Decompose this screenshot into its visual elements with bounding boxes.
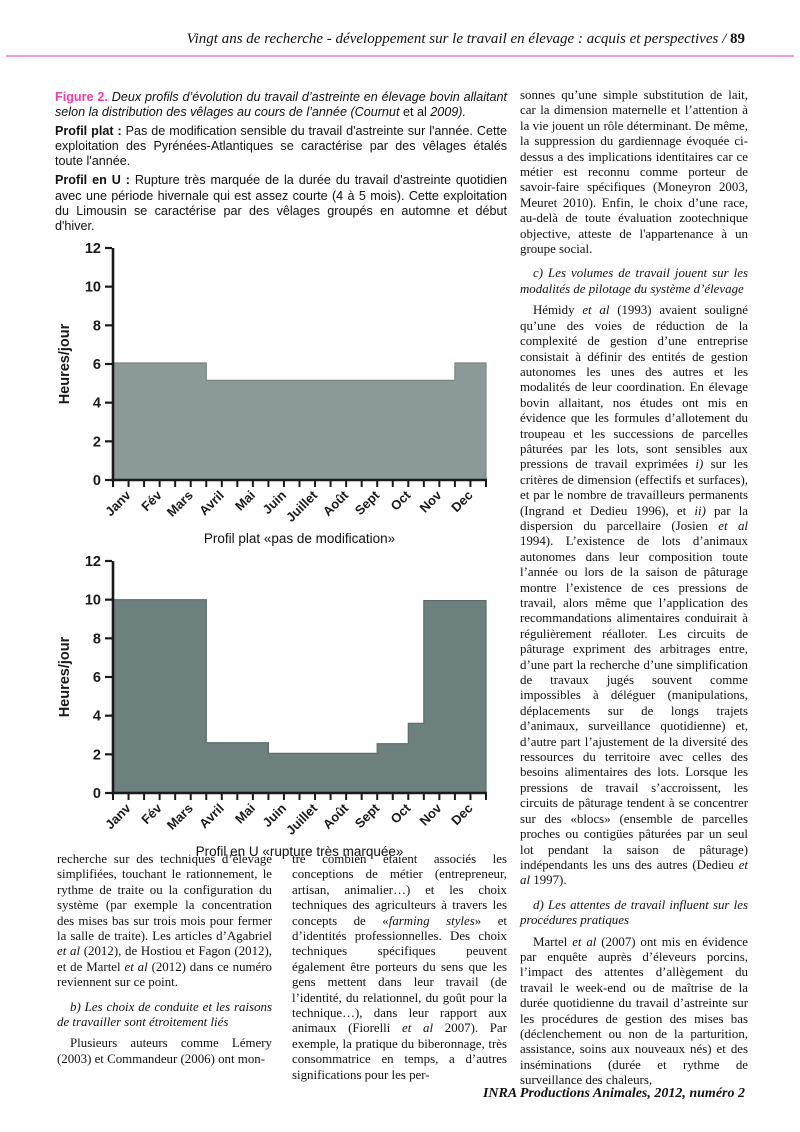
svg-text:2: 2 xyxy=(92,747,101,764)
text-segment: 1997). xyxy=(530,873,567,888)
svg-text:8: 8 xyxy=(92,318,101,335)
text-segment: 2009). xyxy=(426,105,466,120)
svg-text:Août: Août xyxy=(319,800,352,832)
bottom-column-1 xyxy=(57,852,272,1087)
svg-text:Dec: Dec xyxy=(448,800,476,828)
svg-text:Oct: Oct xyxy=(387,800,414,827)
page-footer: INRA Productions Animales, 2012, numéro 2 xyxy=(482,1086,745,1101)
svg-text:Juin: Juin xyxy=(259,487,290,517)
svg-text:Mars: Mars xyxy=(163,487,196,520)
text-segment: et al xyxy=(520,857,748,888)
text-segment: sur les critères de dimension (effectifs et surfaces), et par le nombre de travailleurs permanents (Ingrand et Dedieu 1996), et xyxy=(520,457,748,518)
profil-u-text: Rupture très marquée de la durée du travail d'astreinte quotidien avec une période hivernale qui est assez courte (4 à 5 mois). Cette exploitation du Limousin se caractérise par des vêlages groupés en automne et début d'hiver. xyxy=(55,173,508,233)
paragraph xyxy=(520,303,748,888)
text-segment: d) Les attentes de travail influent sur les procédures pratiques xyxy=(520,897,748,928)
text-segment: et al xyxy=(124,959,148,974)
area-series xyxy=(113,363,486,480)
page-header xyxy=(57,31,745,48)
svg-text:Oct: Oct xyxy=(387,487,414,514)
svg-text:Mai: Mai xyxy=(232,800,258,827)
bottom-columns xyxy=(57,852,507,1087)
text-segment: 2007). Par exemple, la pratique du biberonnage, très consommatrice en temps, a d’autres significations pour les per- xyxy=(292,1021,507,1082)
svg-text:0: 0 xyxy=(92,785,101,802)
svg-text:Janv: Janv xyxy=(102,800,134,832)
text-segment: et al xyxy=(57,944,81,959)
paragraph xyxy=(57,1036,272,1067)
svg-text:Heures/jour: Heures/jour xyxy=(57,636,73,718)
svg-text:Juin: Juin xyxy=(259,800,290,830)
svg-text:Août: Août xyxy=(319,487,352,519)
svg-text:Juillet: Juillet xyxy=(282,800,321,838)
section-heading xyxy=(520,266,748,297)
svg-text:Mars: Mars xyxy=(163,800,196,833)
svg-text:Sept: Sept xyxy=(351,487,383,518)
figure-caption-text xyxy=(55,90,507,119)
profil-plat-caption xyxy=(55,124,507,169)
chart-profil-plat xyxy=(55,238,507,531)
svg-text:Fév: Fév xyxy=(138,487,165,514)
text-segment: et al xyxy=(402,1021,434,1036)
text-segment: (2007) ont mis en évidence par enquête auprès d’éleveurs porcins, l’impact des attentes d’allègement du travail le week-end ou de maîtrise de la durée quotidienne du travail d’astreinte sur les procédures de gestion des mises bas (déclenchement ou non de la parturition, assistance, soins aux nouveaux nés) et des inséminations (durée et rythme de surveillance des chaleurs, xyxy=(520,934,748,1088)
text-segment: par la dispersion du parcellaire (Josien xyxy=(520,503,748,533)
text-segment: (1993) avaient souligné qu’une des voies de réduction de la complexité de gestion d’une entreprise consistait à définir des entités de gestion autonomes les unes des autres et les modalités de leur coordination. En élevage bovin allaitant, nos études ont mis en évidence que les formules d’allotement du troupeau et les successions de parcelles pâturées par les lots, sont sensibles aux pressions de travail exprimées xyxy=(520,303,748,472)
text-segment: recherche sur des techniques d’élevage simplifiées, touchant le rationnement, le rythme de traite ou la configuration du système (par exemple la concentration des mises bas sur trois mois pour fermer la salle de traite). Les articles d’Agabriel xyxy=(57,852,272,944)
text-segment: c) Les volumes de travail jouent sur les modalités de pilotage du système d’élevage xyxy=(520,266,748,296)
svg-text:Janv: Janv xyxy=(102,487,134,519)
text-segment: 1994). L’existence de lots d’animaux autonomes dans leur composition toute l’année ou lors de la saison de pâturage montre l’existence de ces pressions de travail, alors même que l’application des recommandations alimentaires conduirait à régulièrement réalloter. Les circuits de pâturage expriment des arbitrages entre, d’une part la recherche d’une simplification de travaux jugés souvent comme impossibles à déléguer (manipulations, déplacements sur de longs trajets d’animaux, surveillance quotidienne) et, d’autre part l’ajustement de la diversité des ressources du territoire avec celles des besoins alimentaires des lots. Lorsque les pressions de travail s’accroissent, les circuits de pâturage tendent à se concentrer sur des «blocs» (ensemble de parcelles proches ou contigües pâturées par un seul lot pendant la saison de pâturage) indépendants les uns des autres (Dedieu xyxy=(520,534,748,872)
svg-text:Dec: Dec xyxy=(448,487,476,515)
bottom-column-2 xyxy=(292,852,507,1087)
paragraph xyxy=(520,88,748,257)
running-title: Vingt ans de recherche - développement sur le travail en élevage : acquis et perspectives / xyxy=(186,31,730,47)
section-heading xyxy=(57,1000,272,1031)
figure-block xyxy=(55,90,507,862)
svg-text:Heures/jour: Heures/jour xyxy=(57,323,73,405)
svg-text:6: 6 xyxy=(92,356,101,373)
right-column xyxy=(520,88,748,1093)
text-segment: Deux profils d’évolution du travail d’astreinte en élevage bovin allaitant selon la distribution des vêlages au cours de l’année (Cournut xyxy=(55,90,508,120)
chart-caption-profil-u: Profil en U «rupture très marquée» xyxy=(195,843,404,859)
svg-text:Fév: Fév xyxy=(138,800,165,827)
text-segment: tré combien étaient associés les conceptions de métier (entrepreneur, artisan, animalier…) et les choix techniques des agriculteurs à travers les concepts de « xyxy=(292,852,507,928)
svg-text:4: 4 xyxy=(92,708,101,725)
svg-text:4: 4 xyxy=(92,395,101,412)
text-segment: (2012), de Hostiou et Fagon (2012), et de Martel xyxy=(57,944,272,974)
text-segment: et al xyxy=(402,105,427,120)
svg-text:10: 10 xyxy=(84,279,101,296)
profil-plat-label: Profil plat : xyxy=(55,124,122,139)
text-segment: (2012) dans ce numéro reviennent sur ce point. xyxy=(57,959,273,990)
chart-svg xyxy=(55,238,507,526)
svg-text:8: 8 xyxy=(92,631,101,648)
text-segment: et al xyxy=(582,303,610,318)
paragraph xyxy=(57,852,272,991)
svg-text:Avril: Avril xyxy=(196,800,227,832)
text-segment: Hémidy xyxy=(533,303,583,318)
svg-text:0: 0 xyxy=(92,472,101,489)
chart-svg xyxy=(55,551,507,839)
svg-text:Juillet: Juillet xyxy=(282,487,321,525)
section-heading xyxy=(520,898,748,929)
svg-text:2: 2 xyxy=(92,434,101,451)
svg-text:Sept: Sept xyxy=(351,800,383,831)
profil-u-caption xyxy=(55,173,507,233)
figure-caption xyxy=(55,90,507,120)
text-segment: ii) xyxy=(694,503,706,518)
figure-label: Figure 2. xyxy=(55,90,108,104)
svg-text:Mai: Mai xyxy=(232,487,258,514)
svg-text:Avril: Avril xyxy=(196,487,227,519)
svg-text:6: 6 xyxy=(92,669,101,686)
svg-text:12: 12 xyxy=(84,240,101,257)
text-segment: et al xyxy=(718,518,748,533)
text-segment: » et d’identités professionnelles. Des choix techniques spécifiques peuvent également être porteurs du sens que les gens mettent dans leur travail (de l’identité, du relationnel, du goût pour la technique…), dans leur rapport aux animaux (Fiorelli xyxy=(292,913,507,1036)
svg-text:10: 10 xyxy=(84,592,101,609)
page-number: 89 xyxy=(730,31,745,47)
text-segment: sonnes qu’une simple substitution de lait, car la dimension maternelle et l’attention à la vie jouent un rôle déterminant. De même, la suppression du gardiennage évoquée ci-dessus a des implications identitaires car ce métier est reconnu comme porteur de savoir-faire spécifiques (Moneyron 2003, Meuret 2010). Enfin, le choix d’une race, au-delà de toute évaluation zootechnique objective, atteste de l'appartenance à un groupe social. xyxy=(520,88,748,257)
area-series xyxy=(113,600,486,793)
profil-plat-text: Pas de modification sensible du travail d'astreinte sur l'année. Cette exploitation des Pyrénées-Atlantiques se caractérise par des vêlages étalés toute l'année. xyxy=(55,124,507,169)
paragraph xyxy=(520,935,748,1089)
svg-text:Nov: Nov xyxy=(416,800,445,829)
text-segment: farming styles xyxy=(388,913,475,928)
svg-text:12: 12 xyxy=(84,553,101,570)
header-rule xyxy=(6,55,794,57)
paragraph xyxy=(292,852,507,1083)
chart-caption-profil-plat: Profil plat «pas de modification» xyxy=(203,530,396,546)
profil-u-label: Profil en U : xyxy=(55,173,130,188)
svg-text:Nov: Nov xyxy=(416,487,445,516)
text-segment: i) xyxy=(695,457,704,472)
text-segment: Plusieurs auteurs comme Lémery (2003) et Commandeur (2006) ont mon- xyxy=(57,1036,272,1066)
text-segment: et al xyxy=(572,934,597,949)
text-segment: b) Les choix de conduite et les raisons de travailler sont étroitement liés xyxy=(57,999,272,1030)
text-segment: Martel xyxy=(533,934,573,949)
chart-profil-u xyxy=(55,551,507,844)
